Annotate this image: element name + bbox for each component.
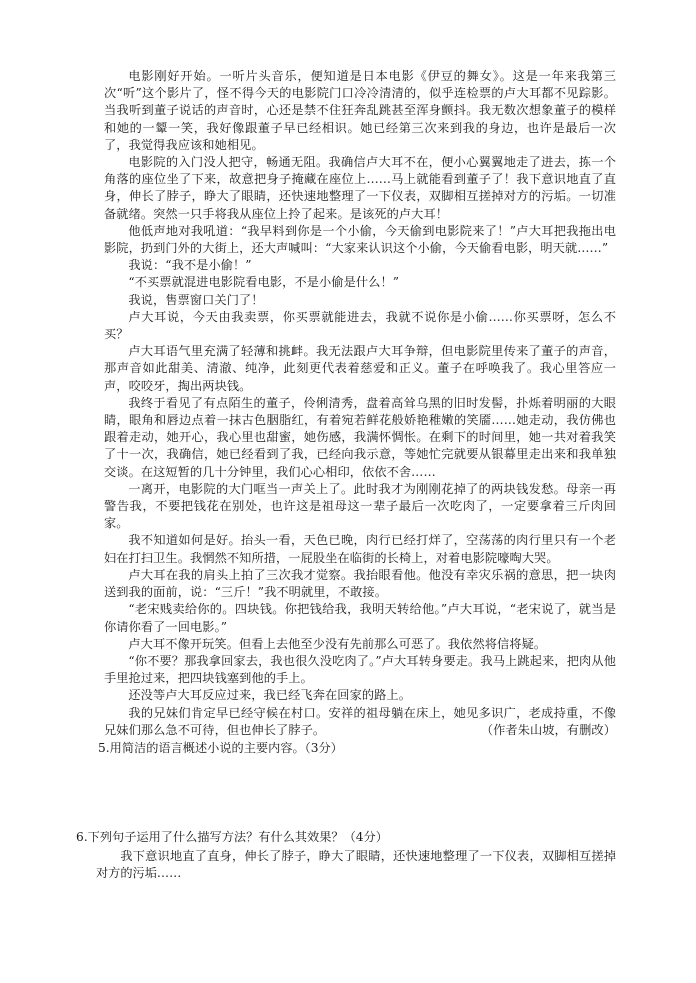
question-5: 5.用简洁的语言概述小说的主要内容。（3分） — [98, 740, 343, 755]
story-paragraph: 还没等卢大耳反应过来，我已经飞奔在回家的路上。 — [128, 688, 412, 703]
story-paragraph: 卢大耳不像开玩笑。但看上去他至少没有先前那么可恶了。我依然将信将疑。 — [128, 636, 547, 651]
story-paragraph: 卢大耳说，今天由我卖票，你买票就能进去，我就不说你是小偷……你买票呀，怎么不买？ — [104, 309, 616, 342]
story-paragraph: 我说：“我不是小偷！” — [128, 258, 252, 273]
story-paragraph: 卢大耳在我的肩头上拍了三次我才觉察。我抬眼看他。他没有幸灾乐祸的意思，把一块肉送到我的面前，说：“三斤！”我不明就里，不敢接。 — [104, 567, 616, 600]
story-paragraph: 卢大耳语气里充满了轻薄和挑衅。我无法跟卢大耳争辩，但电影院里传来了董子的声音，那声音如此甜美、清澈、纯净，此刻更代表着慈爱和正义。董子在呼唤我了。我心里答应一声，咬咬牙，掏出两块钱。 — [104, 344, 616, 393]
question-6-quote: 我下意识地直了直身，伸长了脖子，睁大了眼睛，还快速地整理了一下仪表，双脚相互搓掉对方的污垢…… — [96, 848, 616, 881]
question-6: 6.下列句子运用了什么描写方法？有什么其效果？（4分） — [76, 830, 388, 845]
story-paragraph: 我不知道如何是好。抬头一看，天色已晚，肉行已经打烊了，空荡荡的肉行里只有一个老妇在打扫卫生。我惘然不知所措，一屁股坐在临街的长椅上，对着电影院嚎啕大哭。 — [104, 533, 616, 565]
story-paragraph: 电影院的入门没人把守，畅通无阻。我确信卢大耳不在，便小心翼翼地走了进去，拣一个角落的座位坐了下来，故意把身子掩藏在座位上……马上就能看到董子了！我下意识地直了直身，伸长了脖子，睁大了眼睛，还快速地整理了一下仪表，双脚相互搓掉对方的污垢。一切准备就绪。突然一只手将我从座位上拎了起来。是该死的卢大耳！ — [104, 155, 616, 221]
story-paragraph: 他低声地对我吼道：“我早料到你是一个小偷，今天偷到电影院来了！”卢大耳把我拖出电影院，扔到门外的大街上，还大声喊叫：“大家来认识这个小偷，今天偷看电影，明天就……” — [104, 223, 616, 256]
story-paragraph-last — [104, 705, 616, 739]
story-paragraph: 我说，售票窗口关门了！ — [128, 292, 264, 307]
story-paragraph: “不买票就混进电影院看电影，不是小偷是什么！” — [128, 275, 400, 290]
story-paragraph-text: 我的兄妹们肯定早已经守候在村口。安祥的祖母躺在床上，她见多识广，老成持重，不像兄妹们那么急不可待，但也伸长了脖子。 — [104, 705, 616, 737]
author-attribution: （作者朱山坡，有删改） — [480, 722, 616, 737]
story-paragraph: 电影刚好开始。一听片头音乐，便知道是日本电影《伊豆的舞女》。这是一年来我第三次“听”这个影片了，怪不得今天的电影院门口冷冷清清的，似乎连检票的卢大耳都不见踪影。当我听到董子说话的声音时，心还是禁不住狂奔乱跳甚至浑身颤抖。我无数次想象董子的模样和她的一颦一笑，我好像跟董子早已经相识。她已经第三次来到我的身边，也许是最后一次了，我觉得我应该和她相见。 — [104, 69, 616, 152]
story-paragraph: 一离开，电影院的大门哐当一声关上了。此时我才为刚刚花掉了的两块钱发愁。母亲一再警告我，不要把钱花在别处，也许这是祖母这一辈子最后一次吃肉了，一定要拿着三斤肉回家。 — [104, 481, 616, 531]
story-paragraph: “你不要？那我拿回家去，我也很久没吃肉了。”卢大耳转身要走。我马上跳起来，把肉从他手里抢过来，把四块钱塞到他的手上。 — [104, 653, 616, 686]
story-paragraph: “老宋贱卖给你的。四块钱。你把钱给我，我明天转给他。”卢大耳说，“老宋说了，就当是你请你看了一回电影。” — [104, 602, 616, 634]
story-article — [104, 68, 616, 739]
story-paragraph: 我终于看见了有点陌生的董子，伶俐清秀，盘着高耸乌黑的旧时发髻，扑烁着明丽的大眼睛，眼角和唇边点着一抹古色胭脂红，有着宛若鲜花般娇艳稚嫩的笑靥……她走动，我仿佛也跟着走动，她开心，我心里也甜蜜，她伤感，我满怀惆怅。在剩下的时间里，她一共对着我笑了十一次，我确信，她已经看到了我，已经向我示意，等她忙完就要从银幕里走出来和我单独交谈。在这短暂的几十分钟里，我们心心相印，依依不舍…… — [104, 395, 616, 479]
